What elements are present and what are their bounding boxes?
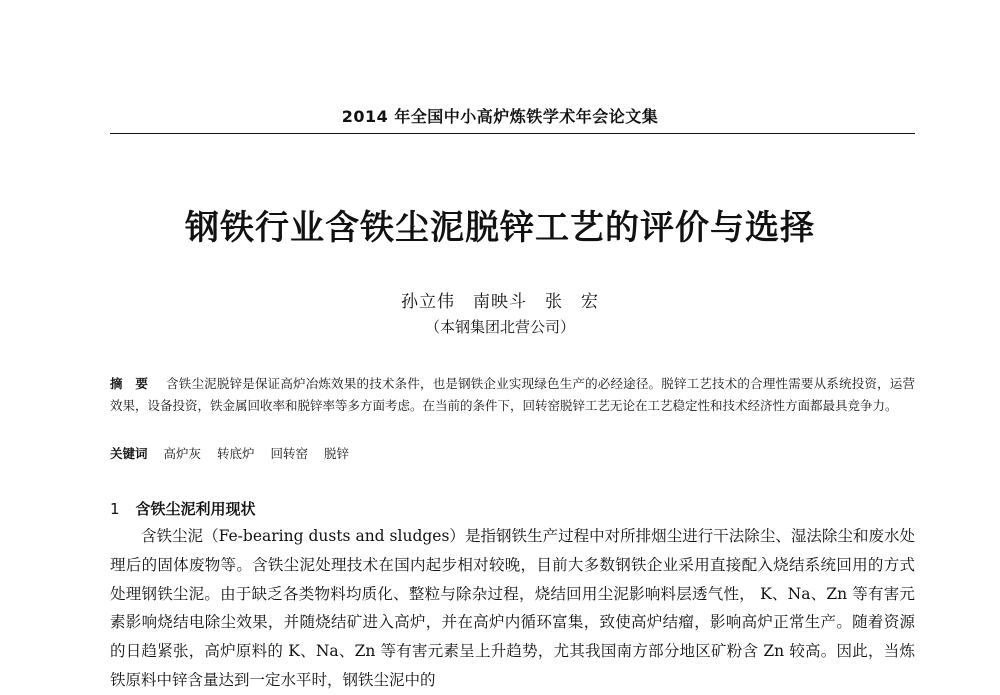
keyword: 回转窑 bbox=[270, 446, 309, 461]
section-heading bbox=[110, 498, 256, 519]
keyword: 高炉灰 bbox=[163, 446, 202, 461]
keyword: 脱锌 bbox=[324, 446, 350, 461]
header-rule bbox=[110, 133, 915, 134]
body-paragraph: 含铁尘泥（Fe-bearing dusts and sludges）是指钢铁生产过程中对所排烟尘进行干法除尘、湿法除尘和废水处理后的固体废物等。含铁尘泥处理技术在国内起步相对较晚，目前大多数钢铁企业采用直接配入烧结系统回用的方式处理钢铁尘泥。由于缺乏各类物料均质化、整粒与除杂过程，烧结回用尘泥影响料层透气性， K、Na、Zn 等有害元素影响烧结电除尘效果，并随烧结矿进入高炉，并在高炉内循环富集，致使高炉结瘤，影响高炉正常生产。随着资源的日趋紧张，高炉原料的 K、Na、Zn 等有害元素呈上升趋势，尤其我国南方部分地区矿粉含 Zn 较高。因此，当炼铁原料中锌含量达到一定水平时，钢铁尘泥中的 bbox=[110, 527, 915, 689]
abstract-text: 含铁尘泥脱锌是保证高炉冶炼效果的技术条件，也是钢铁企业实现绿色生产的必经途径。脱锌工艺技术的合理性需要从系统投资，运营效果，设备投资，铁金属回收率和脱锌率等多方面考虑。在当前的条件下，回转窑脱锌工艺无论在工艺稳定性和技术经济性方面都最具竞争力。 bbox=[110, 376, 915, 413]
abstract bbox=[110, 373, 915, 417]
section-title: 含铁尘泥利用现状 bbox=[135, 500, 256, 518]
running-head: 2014 年全国中小高炉炼铁学术年会论文集 bbox=[341, 107, 659, 126]
paper-title: 钢铁行业含铁尘泥脱锌工艺的评价与选择 bbox=[185, 208, 815, 248]
keywords bbox=[110, 443, 915, 465]
affiliation: （本钢集团北营公司） bbox=[424, 318, 575, 336]
authors: 孙立伟 南映斗 张 宏 bbox=[401, 292, 599, 312]
abstract-label: 摘 要 bbox=[110, 376, 149, 391]
section-number: 1 bbox=[110, 500, 120, 518]
keywords-label: 关键词 bbox=[110, 446, 148, 461]
keyword: 转底炉 bbox=[217, 446, 255, 461]
